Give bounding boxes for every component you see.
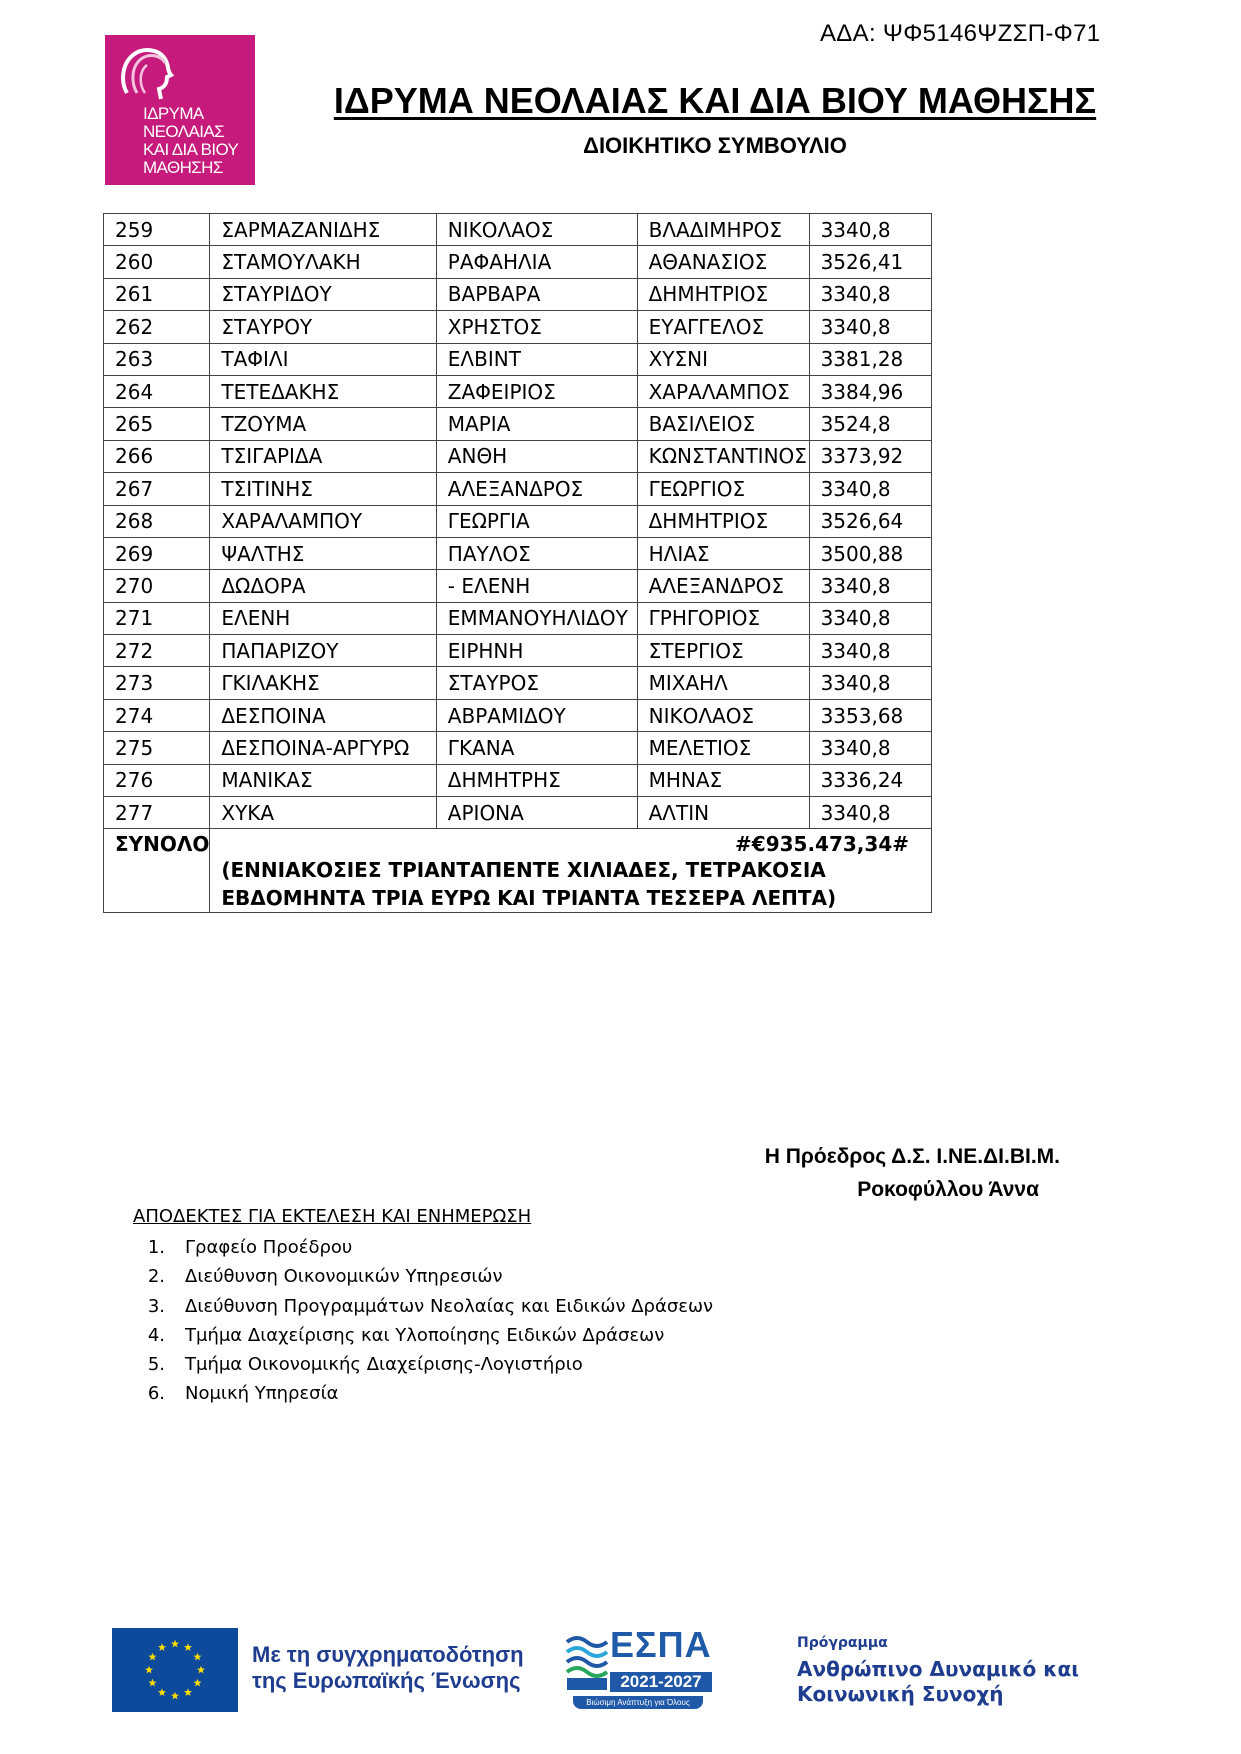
first-name-cell: ΠΑΥΛΟΣ (436, 537, 637, 569)
table-row (104, 311, 932, 343)
first-name-cell: ΓΚΑΝΑ (436, 732, 637, 764)
amount-cell: 3340,8 (809, 311, 931, 343)
row-number-cell: 270 (104, 570, 210, 602)
table-row (104, 440, 932, 472)
eu-star-icon (194, 1653, 202, 1661)
espa-waves-icon (565, 1632, 609, 1692)
table-row (104, 473, 932, 505)
surname-cell: ΣΤΑΥΡΙΔΟΥ (210, 278, 436, 310)
table-row (104, 602, 932, 634)
amount-cell: 3381,28 (809, 343, 931, 375)
list-item (133, 1383, 713, 1412)
program-name-line: Ανθρώπινο Δυναμικό και (797, 1657, 1079, 1681)
eu-star-icon (158, 1688, 166, 1696)
signature-block (700, 1140, 1060, 1206)
fathers-name-cell: ΧΥΣΝΙ (637, 343, 809, 375)
eu-star-icon (171, 1692, 179, 1700)
list-item-text: Διεύθυνση Οικονομικών Υπηρεσιών (185, 1266, 503, 1288)
total-amount: #€935.473,34# (735, 832, 909, 857)
fathers-name-cell: ΑΛΤΙΝ (637, 797, 809, 829)
fathers-name-cell: ΣΤΕΡΓΙΟΣ (637, 635, 809, 667)
logo-line: ΙΔΡΥΜΑ (143, 104, 204, 123)
eu-star-icon (145, 1666, 153, 1674)
amount-cell: 3340,8 (809, 473, 931, 505)
list-item (133, 1296, 713, 1325)
list-item-text: Τμήμα Διαχείρισης και Υλοποίησης Ειδικών Δράσεων (185, 1324, 665, 1346)
row-number-cell: 275 (104, 732, 210, 764)
eu-cofunding-caption (252, 1642, 524, 1694)
eu-star-icon (148, 1653, 156, 1661)
amount-cell: 3340,8 (809, 732, 931, 764)
surname-cell: ΨΑΛΤΗΣ (210, 537, 436, 569)
row-number-cell: 265 (104, 408, 210, 440)
amount-cell: 3340,8 (809, 635, 931, 667)
first-name-cell: ΖΑΦΕΙΡΙΟΣ (436, 375, 637, 407)
row-number-cell: 274 (104, 699, 210, 731)
amount-cell: 3384,96 (809, 375, 931, 407)
list-item-text: Τμήμα Οικονομικής Διαχείρισης-Λογιστήριο (185, 1354, 583, 1376)
document-subtitle: ΔΙΟΙΚΗΤΙΚΟ ΣΥΜΒΟΥΛΙΟ (583, 133, 847, 158)
fathers-name-cell: ΔΗΜΗΤΡΙΟΣ (637, 505, 809, 537)
ada-code: ΑΔΑ: ΨΦ5146ΨΖΣΠ-Φ71 (820, 20, 1101, 47)
recipients-section (133, 1206, 713, 1413)
fathers-name-cell: ΔΗΜΗΤΡΙΟΣ (637, 278, 809, 310)
table-row (104, 732, 932, 764)
table-row (104, 537, 932, 569)
row-number-cell: 263 (104, 343, 210, 375)
amount-cell: 3526,41 (809, 246, 931, 278)
first-name-cell: ΧΡΗΣΤΟΣ (436, 311, 637, 343)
list-item-text: Διεύθυνση Προγραμμάτων Νεολαίας και Ειδικών Δράσεων (185, 1295, 714, 1317)
row-number-cell: 261 (104, 278, 210, 310)
logo-line: ΚΑΙ ΔΙΑ ΒΙΟΥ (143, 140, 239, 159)
amount-cell: 3340,8 (809, 602, 931, 634)
logo-line: ΝΕΟΛΑΙΑΣ (143, 122, 224, 141)
foundation-logo (105, 35, 255, 185)
surname-cell: ΧΑΡΑΛΑΜΠΟΥ (210, 505, 436, 537)
recipients-list (133, 1237, 713, 1413)
table-row (104, 343, 932, 375)
first-name-cell: ΝΙΚΟΛΑΟΣ (436, 214, 637, 246)
amount-cell: 3340,8 (809, 278, 931, 310)
eu-stars-icon (112, 1628, 238, 1712)
program-name-line: Κοινωνική Συνοχή (797, 1682, 1004, 1706)
first-name-cell: ΣΤΑΥΡΟΣ (436, 667, 637, 699)
first-name-cell: ΡΑΦΑΗΛΙΑ (436, 246, 637, 278)
first-name-cell: ΔΗΜΗΤΡΗΣ (436, 764, 637, 796)
eu-caption-line: της Ευρωπαϊκής Ένωσης (252, 1668, 521, 1693)
head-profile-icon (117, 43, 177, 105)
first-name-cell: ΑΛΕΞΑΝΔΡΟΣ (436, 473, 637, 505)
fathers-name-cell: ΓΕΩΡΓΙΟΣ (637, 473, 809, 505)
surname-cell: ΧΥΚΑ (210, 797, 436, 829)
program-caption (797, 1635, 1079, 1707)
amount-cell: 3340,8 (809, 667, 931, 699)
first-name-cell: ΑΡΙΟΝΑ (436, 797, 637, 829)
amount-cell: 3353,68 (809, 699, 931, 731)
eu-star-icon (197, 1666, 205, 1674)
total-cell (210, 829, 932, 913)
surname-cell: ΠΑΠΑΡΙΖΟΥ (210, 635, 436, 667)
amount-cell: 3340,8 (809, 570, 931, 602)
amount-cell: 3340,8 (809, 797, 931, 829)
table-row (104, 505, 932, 537)
total-row (104, 829, 932, 913)
fathers-name-cell: ΜΕΛΕΤΙΟΣ (637, 732, 809, 764)
surname-cell: ΜΑΝΙΚΑΣ (210, 764, 436, 796)
table-row (104, 635, 932, 667)
surname-cell: ΤΑΦΙΛΙ (210, 343, 436, 375)
amount-cell: 3524,8 (809, 408, 931, 440)
list-item-number: 4. (147, 1324, 165, 1346)
table-row (104, 246, 932, 278)
surname-cell: ΣΤΑΥΡΟΥ (210, 311, 436, 343)
surname-cell: ΣΑΡΜΑΖΑΝΙΔΗΣ (210, 214, 436, 246)
surname-cell: ΔΩΔΟΡΑ (210, 570, 436, 602)
first-name-cell: ΕΙΡΗΝΗ (436, 635, 637, 667)
fathers-name-cell: ΓΡΗΓΟΡΙΟΣ (637, 602, 809, 634)
list-item (133, 1237, 713, 1266)
amount-cell: 3336,24 (809, 764, 931, 796)
row-number-cell: 276 (104, 764, 210, 796)
row-number-cell: 262 (104, 311, 210, 343)
amount-cell: 3500,88 (809, 537, 931, 569)
first-name-cell: ΕΛΒΙΝΤ (436, 343, 637, 375)
table-row (104, 278, 932, 310)
table-row (104, 408, 932, 440)
list-item-number: 6. (147, 1383, 165, 1405)
table-row (104, 570, 932, 602)
fathers-name-cell: ΕΥΑΓΓΕΛΟΣ (637, 311, 809, 343)
fathers-name-cell: ΒΛΑΔΙΜΗΡΟΣ (637, 214, 809, 246)
list-item-number: 2. (147, 1266, 165, 1288)
fathers-name-cell: ΝΙΚΟΛΑΟΣ (637, 699, 809, 731)
eu-star-icon (148, 1679, 156, 1687)
surname-cell: ΓΚΙΛΑΚΗΣ (210, 667, 436, 699)
first-name-cell: ΕΜΜΑΝΟΥΗΛΙΔΟΥ (436, 602, 637, 634)
eu-caption-line: Με τη συγχρηματοδότηση (252, 1642, 524, 1667)
list-item-number: 3. (147, 1295, 165, 1317)
surname-cell: ΔΕΣΠΟΙΝΑ-ΑΡΓΥΡΩ (210, 732, 436, 764)
row-number-cell: 259 (104, 214, 210, 246)
logo-text (143, 105, 255, 177)
table-row (104, 797, 932, 829)
row-number-cell: 272 (104, 635, 210, 667)
first-name-cell: ΑΒΡΑΜΙΔΟΥ (436, 699, 637, 731)
first-name-cell: ΒΑΡΒΑΡΑ (436, 278, 637, 310)
surname-cell: ΔΕΣΠΟΙΝΑ (210, 699, 436, 731)
eu-star-icon (194, 1679, 202, 1687)
beneficiaries-table (103, 213, 932, 913)
table-row (104, 667, 932, 699)
fathers-name-cell: ΜΗΝΑΣ (637, 764, 809, 796)
amount-cell: 3373,92 (809, 440, 931, 472)
total-label: ΣΥΝΟΛΟ (104, 829, 210, 913)
document-title: ΙΔΡΥΜΑ ΝΕΟΛΑΙΑΣ ΚΑΙ ΔΙΑ ΒΙΟΥ ΜΑΘΗΣΗΣ (333, 80, 1097, 121)
fathers-name-cell: ΗΛΙΑΣ (637, 537, 809, 569)
fathers-name-cell: ΒΑΣΙΛΕΙΟΣ (637, 408, 809, 440)
fathers-name-cell: ΧΑΡΑΛΑΜΠΟΣ (637, 375, 809, 407)
total-amount-words: (ΕΝΝΙΑΚΟΣΙΕΣ ΤΡΙΑΝΤΑΠΕΝΤΕ ΧΙΛΙΑΔΕΣ, ΤΕΤΡΑΚΟΣΙΑ ΕΒΔΟΜΗΝΤΑ ΤΡΙΑ ΕΥΡΩ ΚΑΙ ΤΡΙΑΝΤΑ ΤΕΣΣΕΡΑ ΛΕΠΤΑ) (221, 858, 837, 911)
program-name (797, 1657, 1079, 1707)
table-row (104, 764, 932, 796)
row-number-cell: 277 (104, 797, 210, 829)
row-number-cell: 264 (104, 375, 210, 407)
eu-star-icon (184, 1688, 192, 1696)
fathers-name-cell: ΑΘΑΝΑΣΙΟΣ (637, 246, 809, 278)
first-name-cell: - ΕΛΕΝΗ (436, 570, 637, 602)
table-row (104, 375, 932, 407)
espa-word: ΕΣΠΑ (610, 1624, 712, 1665)
eu-star-icon (158, 1643, 166, 1651)
espa-tagline: Βιώσιμη Ανάπτυξη για Όλους (573, 1696, 703, 1709)
amount-cell: 3340,8 (809, 214, 931, 246)
table-row (104, 699, 932, 731)
row-number-cell: 268 (104, 505, 210, 537)
signatory-name: Ροκοφύλλου Άννα (857, 1178, 1039, 1201)
surname-cell: ΕΛΕΝΗ (210, 602, 436, 634)
logo-line: ΜΑΘΗΣΗΣ (143, 158, 223, 177)
first-name-cell: ΑΝΘΗ (436, 440, 637, 472)
list-item (133, 1266, 713, 1295)
fathers-name-cell: ΚΩΝΣΤΑΝΤΙΝΟΣ (637, 440, 809, 472)
list-item-text: Νομική Υπηρεσία (185, 1383, 339, 1405)
eu-star-icon (184, 1643, 192, 1651)
fathers-name-cell: ΜΙΧΑΗΛ (637, 667, 809, 699)
program-label: Πρόγραμμα (797, 1635, 888, 1651)
row-number-cell: 271 (104, 602, 210, 634)
surname-cell: ΤΣΙΤΙΝΗΣ (210, 473, 436, 505)
signatory-role: Η Πρόεδρος Δ.Σ. Ι.ΝΕ.ΔΙ.ΒΙ.Μ. (764, 1145, 1060, 1168)
list-item-number: 1. (147, 1237, 165, 1258)
eu-flag-icon (112, 1628, 238, 1712)
row-number-cell: 273 (104, 667, 210, 699)
row-number-cell: 267 (104, 473, 210, 505)
eu-star-icon (171, 1640, 179, 1648)
recipients-title: ΑΠΟΔΕΚΤΕΣ ΓΙΑ ΕΚΤΕΛΕΣΗ ΚΑΙ ΕΝΗΜΕΡΩΣΗ (133, 1206, 532, 1227)
surname-cell: ΤΖΟΥΜΑ (210, 408, 436, 440)
table-row (104, 214, 932, 246)
list-item-text: Γραφείο Προέδρου (185, 1237, 353, 1258)
fathers-name-cell: ΑΛΕΞΑΝΔΡΟΣ (637, 570, 809, 602)
first-name-cell: ΜΑΡΙΑ (436, 408, 637, 440)
list-item-number: 5. (147, 1354, 165, 1376)
list-item (133, 1354, 713, 1383)
first-name-cell: ΓΕΩΡΓΙΑ (436, 505, 637, 537)
surname-cell: ΣΤΑΜΟΥΛΑΚΗ (210, 246, 436, 278)
surname-cell: ΤΕΤΕΔΑΚΗΣ (210, 375, 436, 407)
row-number-cell: 269 (104, 537, 210, 569)
surname-cell: ΤΣΙΓΑΡΙΔΑ (210, 440, 436, 472)
row-number-cell: 260 (104, 246, 210, 278)
espa-logo (563, 1624, 718, 1715)
amount-cell: 3526,64 (809, 505, 931, 537)
row-number-cell: 266 (104, 440, 210, 472)
espa-years: 2021-2027 (610, 1672, 712, 1692)
list-item (133, 1325, 713, 1354)
